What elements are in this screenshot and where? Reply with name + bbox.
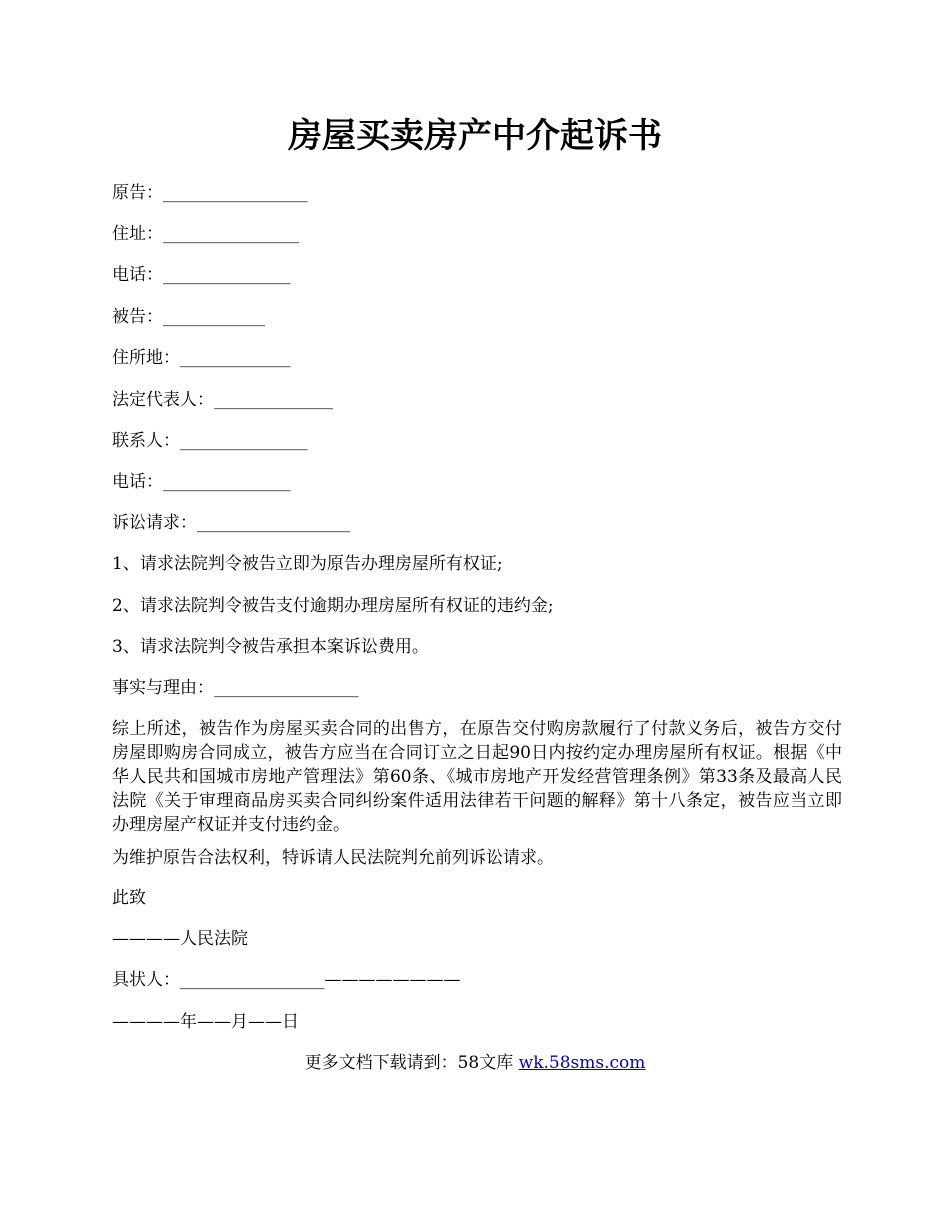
- defendant-field: 被告：____________: [112, 307, 265, 327]
- claim-item-3: 3、请求法院判令被告承担本案诉讼费用。: [112, 637, 429, 657]
- footer-text: 更多文档下载请到：58文库: [304, 1053, 519, 1073]
- footer-link[interactable]: wk.58sms.com: [518, 1053, 646, 1073]
- defendant-phone-field: 电话：_______________: [112, 472, 291, 492]
- plaintiff-phone-field: 电话：_______________: [112, 265, 291, 285]
- defendant-domicile-field: 住所地：_____________: [112, 348, 291, 368]
- date-line: ————年——月——日: [112, 1012, 299, 1032]
- plaintiff-field: 原告：_________________: [112, 183, 308, 203]
- footer: [0, 1052, 950, 1074]
- plaintiff-address-field: 住址：________________: [112, 224, 299, 244]
- salutation: 此致: [112, 888, 146, 908]
- court-line: ————人民法院: [112, 929, 248, 949]
- facts-heading: 事实与理由：_________________: [112, 678, 359, 698]
- signature-line: 具状人：_________________————————: [112, 970, 461, 990]
- claim-item-1: 1、请求法院判令被告立即为原告办理房屋所有权证;: [112, 554, 503, 574]
- document-title: 房屋买卖房产中介起诉书: [288, 116, 662, 156]
- contact-person-field: 联系人：_______________: [112, 431, 308, 451]
- claims-heading: 诉讼请求：__________________: [112, 513, 350, 533]
- facts-body: 综上所述，被告作为房屋买卖合同的出售方，在原告交付购房款履行了付款义务后，被告方交付房屋即购房合同成立，被告方应当在合同订立之日起90日内按约定办理房屋所有权证。根据《中华人民共和国城市房地产管理法》第60条、《城市房地产开发经营管理条例》第33条及最高人民法院《关于审理商品房买卖合同纠纷案件适用法律若干问题的解释》第十八条定，被告应当立即办理房屋产权证并支付违约金。: [112, 719, 842, 835]
- claim-item-2: 2、请求法院判令被告支付逾期办理房屋所有权证的违约金;: [112, 596, 554, 616]
- legal-representative-field: 法定代表人：______________: [112, 390, 333, 410]
- request-closing: 为维护原告合法权利，特诉请人民法院判允前列诉讼请求。: [112, 848, 554, 868]
